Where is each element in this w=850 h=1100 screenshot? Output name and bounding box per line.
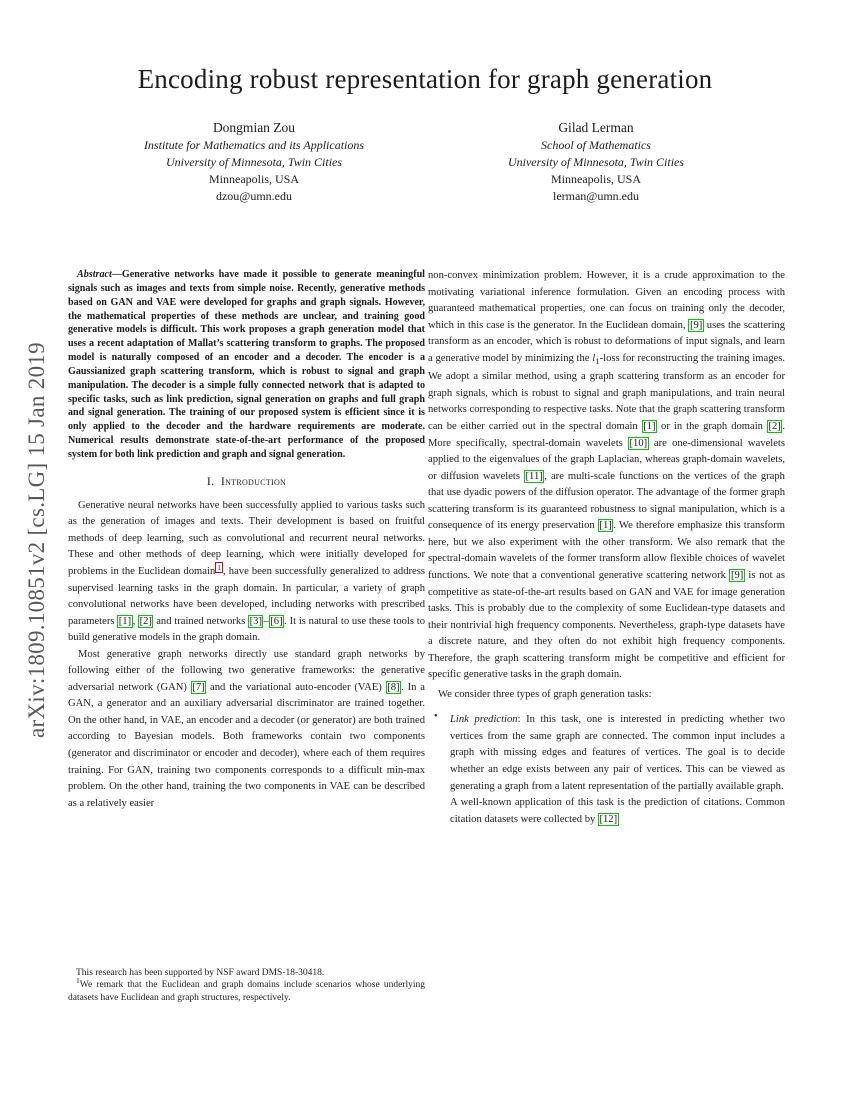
author-name: Gilad Lerman xyxy=(558,120,634,135)
bullet-icon: • xyxy=(434,711,438,723)
footnotes xyxy=(68,967,425,1004)
author-name: Dongmian Zou xyxy=(212,120,296,135)
author-affiliation: University of Minnesota, Twin Cities xyxy=(507,155,685,169)
author-blocks xyxy=(0,119,850,205)
author-affiliation: University of Minnesota, Twin Cities xyxy=(165,155,343,169)
author-affiliation: School of Mathematics xyxy=(541,138,651,152)
abstract-label: Abstract xyxy=(77,269,112,280)
subscript: 1 xyxy=(595,355,600,366)
italic-text: l xyxy=(592,352,596,364)
paper-title: Encoding robust representation for graph generation xyxy=(137,64,713,94)
footnote-1: $^1$We remark that the Euclidean and graph domains include scenarios whose underlying datasets have Euclidean and graph structures, respectively. xyxy=(68,976,425,1003)
author-email: lerman@umn.edu xyxy=(552,189,640,203)
citation-link[interactable]: [6] xyxy=(270,615,283,627)
author-block-2 xyxy=(430,119,762,205)
list-item xyxy=(428,712,785,828)
paragraph: Most generative graph networks directly use standard graph networks by following either of the following two generative frameworks: the generative adversarial network (GAN) [7] and the variational auto-encoder (VAE) [8] . In a GAN, a generator and an auxiliary adversarial discriminator are trained together. On the other hand, in VAE, an encoder and a decoder (or generator) are both trained according to Bayesian models. Both frameworks contain two components (generator and discriminator or encoder and decoder), where each of them requires training. For GAN, training two components corresponds to a difficult min-max problem. On the other hand, training the two components in VAE can be described as a relatively easier xyxy=(68,648,425,809)
paragraph: We consider three types of graph generation tasks: xyxy=(438,688,652,700)
citation-link[interactable]: [9] xyxy=(730,569,744,581)
right-column xyxy=(428,268,785,828)
paragraph: non-convex minimization problem. However, it is a crude approximation to the motivating variational inference formulation. Given an encoding process with guaranteed mathematical properties, one can focus on training only the decoder, which in this case is the generator. In the Euclidean domain, [9] uses the scattering transform as an encoder, which is robust to deformations of input signals, and learn a generative model by minimizing the $l_1$-loss for reconstructing the training images. We adopt a similar method, using a graph scattering transform as an encoder for graph signals, which is robust to signal and graph manipulations, and train neural networks corresponding to respective tasks. Note that the graph scattering transform can be either carried out in the spectral domain [1] or in the graph domain [2] . More specifically, spectral-domain wavelets [10] are one-dimensional wavelets applied to the eigenvalues of the graph Laplacian, whereas graph-domain wavelets, or diffusion wavelets [11] , are multi-scale functions on the vertices of the graph that use dyadic powers of the diffusion operator. The advantage of the former graph scattering transform is its guaranteed robustness to signal manipulation, which is a consequence of its energy preservation [1] . We therefore emphasize this transform here, but we also experiment with the other transform. We also remark that the spectral-domain wavelets of the former transform allow flexible choices of wavelet functions. We note that a conventional generative scattering network [9] is not as competitive as state-of-the-art results based on GAN and VAE for image generation tasks. This is probably due to the complexity of some Euclidean-type datasets and their nontrivial high frequency components. Nevertheless, graph-type datasets have a discrete nature, and they often do not exhibit high frequency components. Therefore, the graph scattering transform might be competitive and efficient for specific generative tasks in the graph domain. xyxy=(428,270,786,681)
superscript: 1 xyxy=(76,976,80,986)
author-block-1 xyxy=(88,119,420,205)
author-city: Minneapolis, USA xyxy=(551,172,641,186)
abstract-text: —Generative networks have made it possible to generate meaningful signals such as images and texts from simple noise. Recently, generative methods based on GAN and VAE were developed for graphs and graph signals. However, the mathematical properties of these methods are unclear, and training good generative models is difficult. This work proposes a graph generation model that uses a recent adaptation of Mallat’s scattering transform to graphs. The proposed model is naturally composed of an encoder and a decoder. The encoder is a Gaussianized graph scattering transform, which is robust to signal and graph manipulation. The decoder is a simple fully connected network that is adapted to specific tasks, such as link prediction, signal generation on graphs and full graph and signal generation. The training of our proposed system is efficient since it is only applied to the decoder and the hardware requirements are moderate. Numerical results demonstrate state-of-the-art performance of the proposed system for both link prediction and graph and signal generation. xyxy=(68,269,425,460)
citation-link[interactable]: [1] xyxy=(599,520,612,532)
footnote-thanks: This research has been supported by NSF award DMS-18-30418. xyxy=(76,967,325,978)
left-column xyxy=(68,268,425,1004)
arxiv-stamp: arXiv:1809.10851v2 [cs.LG] 15 Jan 2019 xyxy=(24,342,49,738)
author-city: Minneapolis, USA xyxy=(209,172,299,186)
citation-link[interactable]: [1] xyxy=(643,421,656,433)
citation-link[interactable]: [2] xyxy=(139,615,152,627)
author-email: dzou@umn.edu xyxy=(215,189,293,203)
citation-link[interactable]: [10] xyxy=(629,437,648,449)
citation-link[interactable]: [9] xyxy=(689,319,703,331)
abstract xyxy=(68,268,425,462)
citation-link[interactable]: [11] xyxy=(525,470,543,482)
paragraph: Generative neural networks have been successfully applied to various tasks such as the generation of images and texts. Their development is based on fruitful methods of deep learning, such as convolutional and recurrent neural networks. These and other methods of deep learning, which were initially developed for problems in the Euclidean domain $^1$ , have been successfully generalized to address supervised learning tasks in the graph domain. In particular, a variety of graph convolutional networks have been developed, including networks with prescribed parameters [1] , [2] and trained networks [3] – [6] . It is natural to use these tools to build generative models in the graph domain. xyxy=(68,499,426,644)
bullet-continuation: A well-known application of this task is the prediction of citations. Common citation datasets were collected by [12] xyxy=(450,797,785,825)
footnote-ref-link[interactable]: 1 xyxy=(217,563,221,572)
bullet-text: Link prediction: In this task, one is interested in predicting whether two vertices from the same graph are connected. The common input includes a graph with missing edges and features of vertices. The goal is to decide whether an edge exists between any pair of vertices. This can be viewed as generating a graph from a latent representation of the partially available graph. xyxy=(450,714,785,792)
citation-link[interactable]: [8] xyxy=(387,681,400,693)
italic-text: Link prediction xyxy=(450,714,518,726)
section-heading: I. Introduction xyxy=(206,473,287,488)
author-affiliation: Institute for Mathematics and its Applications xyxy=(143,138,365,152)
citation-link[interactable]: [12] xyxy=(599,813,618,825)
paper-header xyxy=(0,0,850,205)
citation-link[interactable]: [1] xyxy=(118,615,132,627)
citation-link[interactable]: [3] xyxy=(249,615,262,627)
citation-link[interactable]: [2] xyxy=(768,421,781,433)
citation-link[interactable]: [7] xyxy=(192,681,205,693)
